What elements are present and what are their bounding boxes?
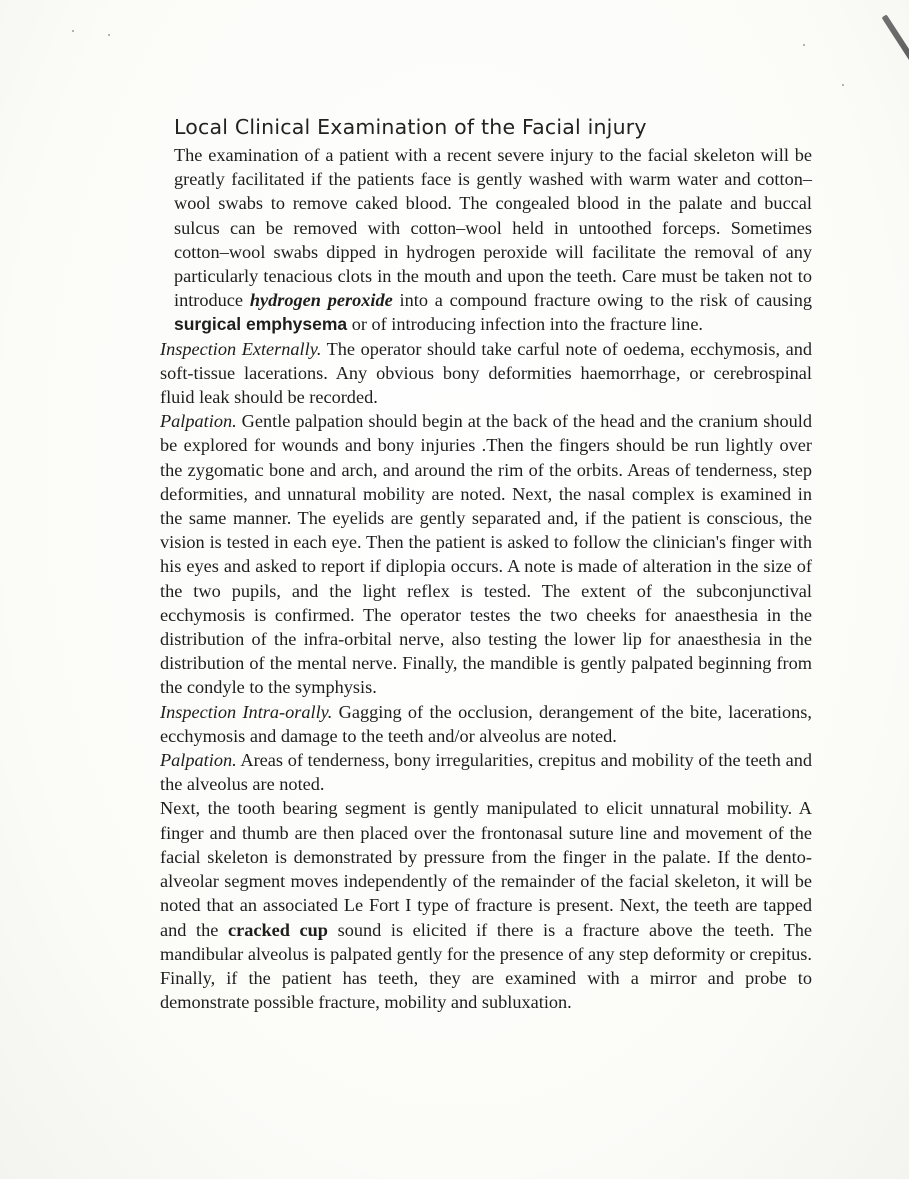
palpation-paragraph-2 (160, 748, 812, 796)
palpation-text-1: Gentle palpation should begin at the back of the head and the cranium should be explored for wounds and bony injuries .Then the fingers should be run lightly over the zygomatic bone and arch, and around the rim of the orbits. Areas of tenderness, step deformities, and unnatural mobility are noted. Next, the nasal complex is examined in the same manner. The eyelids are gently separated and, if the patient is conscious, the vision is tested in each eye. Then the patient is asked to follow the clinician's finger with his eyes and asked to report if diplopia occurs. A note is made of alteration in the size of the two pupils, and the light reflex is tested. The extent of the subconjunctival ecchymosis is confirmed. The operator testes the two cheeks for anaesthesia in the distribution of the infra-orbital nerve, also testing the lower lip for anaesthesia in the distribution of the mental nerve. Finally, the mandible is gently palpated beginning from the condyle to the symphysis. (160, 411, 812, 698)
intro-text-2: into a compound fracture owing to the risk of causing (392, 290, 813, 311)
inspection-intraoral-heading: Inspection Intra-orally. (160, 701, 333, 722)
scan-speck (108, 34, 110, 36)
palpation-heading-2: Palpation. (160, 750, 237, 771)
emphasis-hydrogen-peroxide: hydrogen peroxide (249, 290, 393, 311)
intro-paragraph (160, 143, 812, 337)
scan-speck (842, 84, 844, 86)
manipulation-text-1: Next, the tooth bearing segment is gently manipulated to elicit unnatural mobility. A finger and thumb are then placed over the frontonasal suture line and movement of the facial skeleton is demonstrated by pressure from the finger in the palate. If the dento-alveolar segment moves independently of the remainder of the facial skeleton, it will be noted that an associated Le Fort I type of fracture is present. Next, the teeth are tapped and the (160, 798, 812, 940)
scan-artifact-mark (881, 14, 909, 111)
manipulation-paragraph (160, 796, 812, 1014)
inspection-intraoral-text: Gagging of the occlusion, derangement of the bite, lacerations, ecchymosis and damage to the teeth and/or alveolus are noted. (160, 701, 812, 746)
intro-text-3: or of introducing infection into the fracture line. (347, 314, 704, 335)
intro-text-1: The examination of a patient with a recent severe injury to the facial skeleton will be greatly facilitated if the patients face is gently washed with warm water and cotton–wool swabs to remove caked blood. The congealed blood in the palate and buccal sulcus can be removed with cotton–wool held in untoothed forceps. Sometimes cotton–wool swabs dipped in hydrogen peroxide will facilitate the removal of any particularly tenacious clots in the mouth and upon the teeth. Care must be taken not to introduce (174, 145, 812, 311)
scan-speck (803, 44, 805, 46)
inspection-external-text: The operator should take carful note of oedema, ecchymosis, and soft-tissue lacerations. Any obvious bony deformities haemorrhage, or cerebrospinal fluid leak should be recorded. (160, 338, 812, 408)
palpation-text-2: Areas of tenderness, bony irregularities, crepitus and mobility of the teeth and the alveolus are noted. (160, 750, 812, 795)
inspection-external-heading: Inspection Externally. (160, 338, 322, 359)
manipulation-text-2: sound is elicited if there is a fracture above the teeth. The mandibular alveolus is palpated gently for the presence of any step deformity or crepitus. Finally, if the patient has teeth, they are examined with a mirror and probe to demonstrate possible fracture, mobility and subluxation. (160, 919, 813, 1013)
document-title: Local Clinical Examination of the Facial injury (174, 115, 647, 139)
emphasis-surgical-emphysema: surgical emphysema (174, 314, 348, 335)
inspection-intraoral-paragraph (160, 700, 812, 748)
document-body (160, 112, 812, 1014)
scan-speck (72, 30, 74, 32)
inspection-external-paragraph (160, 337, 812, 410)
palpation-heading-1: Palpation. (160, 411, 237, 432)
palpation-paragraph-1 (160, 409, 812, 699)
emphasis-cracked-cup: cracked cup (227, 919, 328, 940)
